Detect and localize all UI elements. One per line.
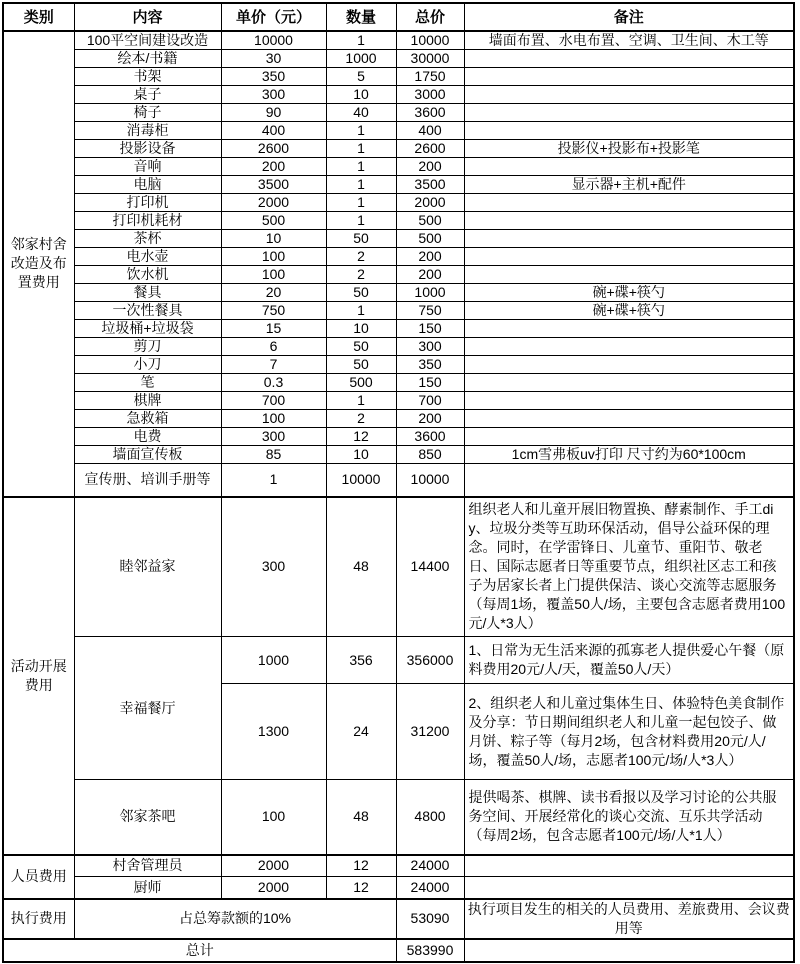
cell-quantity: 10 — [326, 86, 396, 104]
cell-quantity: 356 — [326, 637, 396, 684]
cell-unit-price: 750 — [221, 302, 326, 320]
cell-quantity: 12 — [326, 855, 396, 877]
cell-note: 墙面布置、水电布置、空调、卫生间、木工等 — [464, 31, 794, 50]
cell-quantity: 12 — [326, 428, 396, 446]
cell-content: 笔 — [74, 374, 221, 392]
category-cell-renovation: 邻家村舍改造及布置费用 — [3, 31, 74, 497]
cell-quantity: 50 — [326, 284, 396, 302]
cell-total: 700 — [396, 392, 464, 410]
cell-total: 30000 — [396, 50, 464, 68]
table-row — [3, 284, 794, 302]
cell-note: 组织老人和儿童开展旧物置换、酵素制作、手工diy、垃圾分类等互助环保活动，倡导公益环保的理念。同时，在学雷锋日、儿童节、重阳节、敬老日、国际志愿者日等重要节点，组织社区志工和孩子为居家长者上门提供保洁、谈心交流等志愿服务（每周1场，覆盖50人/场，主要包含志愿者费用100元/人*3人） — [464, 497, 794, 637]
table-row — [3, 86, 794, 104]
cell-unit-price: 200 — [221, 158, 326, 176]
cell-unit-price: 2600 — [221, 140, 326, 158]
cell-total: 3600 — [396, 428, 464, 446]
cell-quantity: 2 — [326, 248, 396, 266]
cell-content: 占总筹款额的10% — [74, 899, 396, 939]
cell-unit-price: 7 — [221, 356, 326, 374]
cell-quantity: 10 — [326, 446, 396, 464]
cell-content: 电费 — [74, 428, 221, 446]
cell-note — [464, 122, 794, 140]
table-row — [3, 158, 794, 176]
cell-content: 书架 — [74, 68, 221, 86]
cell-note: 提供喝茶、棋牌、读书看报以及学习讨论的公共服务空间、开展经常化的谈心交流、互乐共学活动（每周2场，包含志愿者100元/场/人*1人） — [464, 780, 794, 855]
cell-unit-price: 15 — [221, 320, 326, 338]
cell-note — [464, 356, 794, 374]
table-row — [3, 31, 794, 50]
cell-content: 一次性餐具 — [74, 302, 221, 320]
cell-total: 150 — [396, 374, 464, 392]
cell-total: 500 — [396, 212, 464, 230]
table-row — [3, 104, 794, 122]
table-row — [3, 446, 794, 464]
header-note: 备注 — [464, 3, 794, 31]
cell-total: 356000 — [396, 637, 464, 684]
table-row — [3, 248, 794, 266]
table-row — [3, 338, 794, 356]
cell-note — [464, 86, 794, 104]
cell-total: 24000 — [396, 855, 464, 877]
cell-total: 1000 — [396, 284, 464, 302]
table-row — [3, 855, 794, 877]
cell-total: 300 — [396, 338, 464, 356]
cell-total: 14400 — [396, 497, 464, 637]
cell-quantity: 2 — [326, 410, 396, 428]
cell-content: 消毒柜 — [74, 122, 221, 140]
cell-quantity: 48 — [326, 497, 396, 637]
cell-unit-price: 85 — [221, 446, 326, 464]
cell-content: 打印机 — [74, 194, 221, 212]
cell-total: 850 — [396, 446, 464, 464]
cell-total: 400 — [396, 122, 464, 140]
cell-content: 垃圾桶+垃圾袋 — [74, 320, 221, 338]
cell-quantity: 50 — [326, 338, 396, 356]
cell-note — [464, 68, 794, 86]
table-row — [3, 877, 794, 899]
table-row — [3, 212, 794, 230]
table-row — [3, 392, 794, 410]
cell-content: 茶杯 — [74, 230, 221, 248]
cell-quantity: 2 — [326, 266, 396, 284]
cell-content: 厨师 — [74, 877, 221, 899]
cell-content: 绘本/书籍 — [74, 50, 221, 68]
cell-total: 2000 — [396, 194, 464, 212]
cell-unit-price: 2000 — [221, 194, 326, 212]
cell-note: 1、日常为无生活来源的孤寡老人提供爱心午餐（原料费用20元/人/天，覆盖50人/天） — [464, 637, 794, 684]
cell-quantity: 1000 — [326, 50, 396, 68]
cell-note — [464, 212, 794, 230]
cell-content: 小刀 — [74, 356, 221, 374]
table-row — [3, 302, 794, 320]
cell-note — [464, 855, 794, 877]
cell-total: 750 — [396, 302, 464, 320]
cell-unit-price: 2000 — [221, 877, 326, 899]
cell-note — [464, 877, 794, 899]
cell-total: 200 — [396, 266, 464, 284]
cell-content: 睦邻益家 — [74, 497, 221, 637]
cell-quantity: 1 — [326, 158, 396, 176]
cell-unit-price: 10 — [221, 230, 326, 248]
cell-content: 电水壶 — [74, 248, 221, 266]
cell-content: 电脑 — [74, 176, 221, 194]
cell-total: 4800 — [396, 780, 464, 855]
table-row — [3, 122, 794, 140]
table-row — [3, 320, 794, 338]
table-row — [3, 176, 794, 194]
header-total: 总价 — [396, 3, 464, 31]
cell-note — [464, 230, 794, 248]
cell-content: 餐具 — [74, 284, 221, 302]
cell-unit-price: 100 — [221, 248, 326, 266]
header-row — [3, 3, 794, 31]
table-row — [3, 410, 794, 428]
cell-total: 2600 — [396, 140, 464, 158]
table-row — [3, 68, 794, 86]
cell-total: 200 — [396, 248, 464, 266]
cell-note — [464, 104, 794, 122]
table-row — [3, 50, 794, 68]
table-row — [3, 899, 794, 939]
cell-unit-price: 1300 — [221, 684, 326, 780]
category-cell-activities: 活动开展费用 — [3, 497, 74, 855]
cell-total: 500 — [396, 230, 464, 248]
table-row — [3, 464, 794, 497]
cell-note — [464, 158, 794, 176]
cell-note — [464, 392, 794, 410]
category-cell-personnel: 人员费用 — [3, 855, 74, 899]
cell-quantity: 24 — [326, 684, 396, 780]
cell-quantity: 10 — [326, 320, 396, 338]
cell-note — [464, 266, 794, 284]
cell-total: 10000 — [396, 31, 464, 50]
cell-unit-price: 350 — [221, 68, 326, 86]
cell-note: 1cm雪弗板uv打印 尺寸约为60*100cm — [464, 446, 794, 464]
cell-quantity: 48 — [326, 780, 396, 855]
cell-note — [464, 338, 794, 356]
table-row — [3, 230, 794, 248]
cell-unit-price: 2000 — [221, 855, 326, 877]
cell-quantity: 50 — [326, 356, 396, 374]
cell-content: 宣传册、培训手册等 — [74, 464, 221, 497]
cell-note: 投影仪+投影布+投影笔 — [464, 140, 794, 158]
cell-content: 邻家茶吧 — [74, 780, 221, 855]
cell-quantity: 1 — [326, 31, 396, 50]
cell-total: 10000 — [396, 464, 464, 497]
cell-unit-price: 300 — [221, 428, 326, 446]
cell-unit-price: 0.3 — [221, 374, 326, 392]
cell-unit-price: 300 — [221, 497, 326, 637]
cell-unit-price: 100 — [221, 266, 326, 284]
header-category: 类别 — [3, 3, 74, 31]
cell-total: 200 — [396, 410, 464, 428]
cell-unit-price: 1000 — [221, 637, 326, 684]
cell-quantity: 1 — [326, 212, 396, 230]
cell-unit-price: 1 — [221, 464, 326, 497]
cell-quantity: 1 — [326, 176, 396, 194]
cell-content: 打印机耗材 — [74, 212, 221, 230]
cell-content: 墙面宣传板 — [74, 446, 221, 464]
cell-note: 显示器+主机+配件 — [464, 176, 794, 194]
table-row — [3, 356, 794, 374]
cell-content: 音响 — [74, 158, 221, 176]
cell-quantity: 50 — [326, 230, 396, 248]
cell-quantity: 1 — [326, 392, 396, 410]
category-cell-execution: 执行费用 — [3, 899, 74, 939]
cell-note: 2、组织老人和儿童过集体生日、体验特色美食制作及分享：节日期间组织老人和儿童一起包饺子、做月饼、粽子等（每月2场，包含材料费用20元/人/场，覆盖50人/场，志愿者100元/场/人*3人） — [464, 684, 794, 780]
cell-note — [464, 410, 794, 428]
cell-note — [464, 194, 794, 212]
table-row — [3, 780, 794, 855]
cell-content: 幸福餐厅 — [74, 637, 221, 780]
cell-content: 投影设备 — [74, 140, 221, 158]
cell-quantity: 1 — [326, 194, 396, 212]
cell-quantity: 5 — [326, 68, 396, 86]
cell-note — [464, 320, 794, 338]
cell-total: 24000 — [396, 877, 464, 899]
cell-total: 350 — [396, 356, 464, 374]
cell-content: 椅子 — [74, 104, 221, 122]
cell-note — [464, 428, 794, 446]
cell-content: 急救箱 — [74, 410, 221, 428]
cell-unit-price: 20 — [221, 284, 326, 302]
cell-unit-price: 30 — [221, 50, 326, 68]
cell-unit-price: 100 — [221, 780, 326, 855]
cell-unit-price: 90 — [221, 104, 326, 122]
cell-note — [464, 464, 794, 497]
table-row — [3, 266, 794, 284]
header-quantity: 数量 — [326, 3, 396, 31]
cell-content: 桌子 — [74, 86, 221, 104]
cell-note — [464, 248, 794, 266]
cell-total: 150 — [396, 320, 464, 338]
cell-quantity: 1 — [326, 122, 396, 140]
cell-content: 村舍管理员 — [74, 855, 221, 877]
cell-total: 1750 — [396, 68, 464, 86]
table-row — [3, 497, 794, 637]
cell-quantity: 1 — [326, 140, 396, 158]
cell-total: 3600 — [396, 104, 464, 122]
cell-note — [464, 374, 794, 392]
cell-total: 200 — [396, 158, 464, 176]
cell-content: 100平空间建设改造 — [74, 31, 221, 50]
table-row — [3, 637, 794, 684]
cell-unit-price: 500 — [221, 212, 326, 230]
cell-note: 碗+碟+筷勺 — [464, 284, 794, 302]
cell-unit-price: 400 — [221, 122, 326, 140]
grand-total-value: 583990 — [396, 939, 464, 962]
cell-unit-price: 300 — [221, 86, 326, 104]
total-label: 总计 — [3, 939, 396, 962]
cell-note — [464, 939, 794, 962]
cell-quantity: 1 — [326, 302, 396, 320]
cell-quantity: 10000 — [326, 464, 396, 497]
cell-content: 饮水机 — [74, 266, 221, 284]
table-row — [3, 140, 794, 158]
table-row — [3, 194, 794, 212]
table-row — [3, 374, 794, 392]
cell-note: 碗+碟+筷勺 — [464, 302, 794, 320]
header-content: 内容 — [74, 3, 221, 31]
budget-table — [2, 2, 795, 963]
table-row — [3, 428, 794, 446]
header-unit-price: 单价（元） — [221, 3, 326, 31]
cell-total: 53090 — [396, 899, 464, 939]
cell-note — [464, 50, 794, 68]
cell-total: 3500 — [396, 176, 464, 194]
cell-quantity: 40 — [326, 104, 396, 122]
cell-unit-price: 100 — [221, 410, 326, 428]
cell-content: 剪刀 — [74, 338, 221, 356]
cell-total: 31200 — [396, 684, 464, 780]
cell-total: 3000 — [396, 86, 464, 104]
cell-unit-price: 3500 — [221, 176, 326, 194]
cell-content: 棋牌 — [74, 392, 221, 410]
cell-unit-price: 10000 — [221, 31, 326, 50]
cell-quantity: 500 — [326, 374, 396, 392]
cell-unit-price: 6 — [221, 338, 326, 356]
cell-note: 执行项目发生的相关的人员费用、差旅费用、会议费用等 — [464, 899, 794, 939]
total-row — [3, 939, 794, 962]
cell-quantity: 12 — [326, 877, 396, 899]
cell-unit-price: 700 — [221, 392, 326, 410]
